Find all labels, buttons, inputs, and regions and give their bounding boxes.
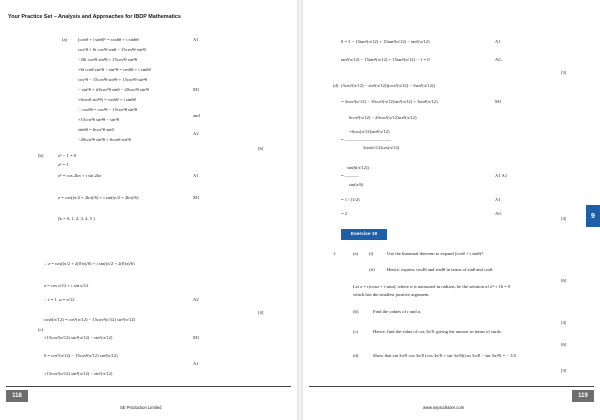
part-total-marks: [6] bbox=[258, 146, 264, 151]
page-number: 119 bbox=[572, 390, 594, 402]
working-line: +15cos²(π/12) sin⁴(π/12) − sin⁶(π/12) bbox=[44, 371, 113, 376]
question-text: Hence, find the value of cos 3π/8, giving the answer in terms of surds. bbox=[373, 329, 502, 334]
working-line: sin(π/6) bbox=[349, 182, 364, 187]
page-header: Your Practice Set – Analysis and Approaches for IBDP Mathematics bbox=[8, 14, 181, 20]
question-text: Find the values of r and α. bbox=[373, 309, 422, 314]
part-total-marks: [4] bbox=[561, 216, 567, 221]
working-line: = 2 bbox=[341, 211, 348, 216]
mark-code: A1 A1 bbox=[495, 173, 508, 178]
mark-code: M1 bbox=[193, 195, 200, 200]
footer-rule bbox=[309, 386, 594, 387]
working-line: ∴ z = cos((π/2 + 2(0)π)/6) + i sin((π/2 + 2(0)π)/6) bbox=[44, 261, 135, 266]
mark-code: A1 bbox=[193, 37, 199, 42]
question-subpart-label: (i) bbox=[369, 251, 374, 256]
question-part-label: (b) bbox=[353, 309, 359, 314]
mark-code: M1 bbox=[495, 99, 502, 104]
question-marks: [6] bbox=[561, 278, 567, 283]
working-line: z⁶ − 1 = 0 bbox=[58, 153, 77, 158]
question-part-label: (c) bbox=[353, 329, 359, 334]
question-text: Use the binomial theorem to expand (cosθ + i sinθ)⁴. bbox=[387, 251, 484, 256]
question-text: Show that sin 3π/8 cos 3π/8 (cos 3π/8 + sin 3π/8)(cos 3π/8 − sin 3π/8) = − 1/4 bbox=[373, 353, 516, 358]
exercise-badge: Exercise 19 bbox=[341, 229, 387, 240]
working-line: sin6θ = 6cos⁵θ sinθ bbox=[78, 127, 114, 132]
part-a-label: (a) bbox=[62, 37, 68, 42]
working-line: 6cos⁴(π/12) − 20cos²(π/12)sin²(π/12) bbox=[349, 115, 417, 120]
working-line: −20cos³θ sin³θ + 6cosθ sin⁵θ bbox=[78, 137, 131, 142]
working-line: cos⁶θ + 6i cos⁵θ sinθ − 15cos⁴θ sin²θ bbox=[78, 47, 146, 52]
page-number: 118 bbox=[6, 390, 28, 402]
working-line: +15cos²(π/12) sin⁴(π/12) − sin⁶(π/12) bbox=[44, 335, 113, 340]
working-line: +6cos(π/12)sin⁴(π/12) bbox=[349, 129, 390, 134]
chapter-tab: 9 bbox=[586, 205, 600, 227]
mark-code: A1 bbox=[193, 361, 199, 366]
question-marks: [4] bbox=[561, 320, 567, 325]
question-marks: [6] bbox=[561, 342, 567, 347]
working-line: z⁶ = cos 2kπ + i sin 2kπ bbox=[58, 173, 102, 178]
mark-code: M1 bbox=[193, 87, 200, 92]
question-marks: [3] bbox=[561, 368, 567, 373]
right-page bbox=[303, 0, 600, 420]
working-line: (k = 0, 1, 2, 3, 4, 5 ) bbox=[58, 216, 95, 221]
working-line: z = cos π/12 + i sin π/12 bbox=[44, 283, 89, 288]
question-number: 1. bbox=[333, 251, 337, 256]
question-text: Let z = r(cosα + i sinα), where α is measured in radians, be the solution of z⁴ + 16 = 0 bbox=[353, 284, 511, 289]
working-line: +15cos²θ sin⁴θ − sin⁶θ bbox=[78, 117, 120, 122]
question-part-label: (a) bbox=[353, 251, 359, 256]
working-line: z = cos((π/2 + 2kπ)/6) + i sin((π/2 + 2kπ)/6) bbox=[58, 195, 139, 200]
question-subpart-label: (ii) bbox=[369, 267, 375, 272]
working-line: cos⁶θ − 15cos⁴θ sin²θ + 15cos²θ sin⁴θ bbox=[78, 77, 147, 82]
mark-code: M1 bbox=[193, 335, 200, 340]
working-line: +6i cosθ sin⁵θ − sin⁶θ = cos6θ + i sin6θ bbox=[78, 67, 151, 72]
working-line: z⁶ = 1 bbox=[58, 162, 69, 167]
working-line: = ——— bbox=[341, 173, 359, 178]
part-total-marks: [3] bbox=[561, 70, 567, 75]
working-line: = 3cos⁴(π/12) − 10cos²(π/12)sin²(π/12) + 3sin⁴(π/12) bbox=[341, 99, 438, 104]
footer-rule bbox=[6, 386, 291, 387]
working-line: 2sin(π/12)cos(π/12) bbox=[363, 145, 400, 150]
question-text: which has the smallest positive argument. bbox=[353, 292, 430, 297]
mark-code: A2 bbox=[193, 131, 199, 136]
working-line: cos6(π/12) = cos⁶(π/12) − 15cos⁴(π/12) sin²(π/12) bbox=[44, 317, 136, 322]
part-c-label: (c) bbox=[38, 327, 44, 332]
working-line: (3cos²(π/12) − sin²(π/12))(cos²(π/12) − 3sin²(π/12)) bbox=[341, 83, 435, 88]
working-line: ∴ cos6θ = cos⁶θ − 15cos⁴θ sin²θ bbox=[78, 107, 137, 112]
mark-code: A1 bbox=[193, 173, 199, 178]
part-d-label: (d) bbox=[333, 83, 339, 88]
working-line: 0 = cos⁶(π/12) − 15cos⁴(π/12) sin²(π/12) bbox=[44, 353, 118, 358]
working-line: (cosθ + i sinθ)⁶ = cos6θ + i sin6θ bbox=[78, 37, 139, 42]
working-line: 0 = 1 − 15tan²(π/12) + 15tan⁴(π/12) − tan⁶(π/12) bbox=[341, 39, 430, 44]
mark-code: A1 bbox=[495, 197, 501, 202]
footer-website: www.seprodstore.com bbox=[423, 405, 465, 410]
mark-code: A1 bbox=[495, 39, 501, 44]
working-line: sin(6(π/12)) bbox=[347, 165, 369, 170]
working-line: = —————————— bbox=[341, 137, 391, 142]
working-line: −20i cos³θ sin³θ + 15cos²θ sin⁴θ bbox=[78, 57, 137, 62]
working-line: − sin⁶θ + i(6cos⁵θ sinθ − 20cos³θ sin³θ bbox=[78, 87, 149, 92]
mark-code: A2 bbox=[193, 297, 199, 302]
question-text: Hence, express cos4θ and sin4θ in terms of sinθ and cosθ. bbox=[387, 267, 494, 272]
left-page bbox=[0, 0, 297, 420]
working-line: = 1 / (1/2) bbox=[341, 197, 360, 202]
question-part-label: (d) bbox=[353, 353, 359, 358]
footer-publisher: SE Production Limited bbox=[120, 405, 162, 410]
mark-code: and bbox=[193, 113, 200, 118]
mark-code: AG bbox=[495, 211, 502, 216]
working-line: +6cosθ sin⁵θ) = cos6θ + i sin6θ bbox=[78, 97, 136, 102]
working-line: ∴ r = 1, α = π/12 bbox=[44, 297, 75, 302]
part-total-marks: [4] bbox=[258, 310, 264, 315]
mark-code: AG bbox=[495, 57, 502, 62]
part-b-label: (b) bbox=[38, 153, 44, 158]
working-line: tan⁶(π/12) − 15tan⁴(π/12) + 15tan²(π/12) − 1 = 0 bbox=[341, 57, 430, 62]
